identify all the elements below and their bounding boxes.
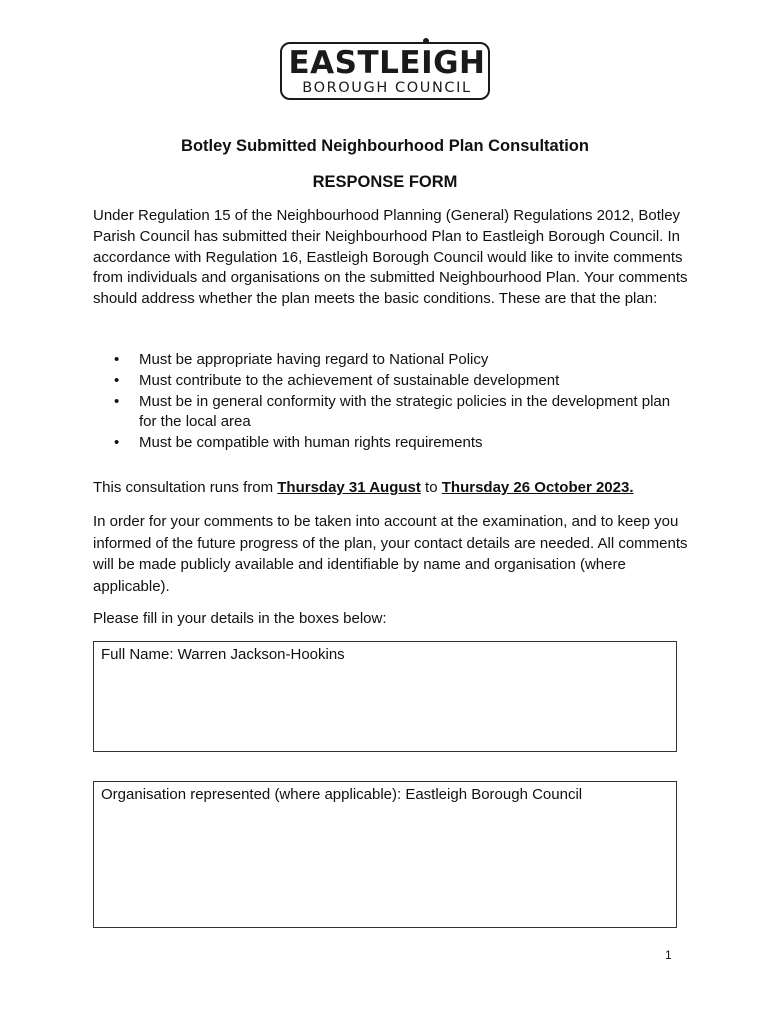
full-name-value: Full Name: Warren Jackson-Hookins (101, 646, 345, 663)
organisation-field[interactable] (93, 781, 677, 928)
council-logo (280, 42, 494, 104)
consultation-dates (93, 478, 688, 499)
condition-item: • Must be in general conformity with the strategic policies in the development plan for the local area (114, 392, 674, 434)
page-number: 1 (665, 948, 672, 962)
dates-prefix: This consultation runs from (93, 479, 278, 496)
intro-paragraph: Under Regulation 15 of the Neighbourhood Planning (General) Regulations 2012, Botley Parish Council has submitted their Neighbourhood Plan to Eastleigh Borough Council. In accordance with Regulation 16, Eastleigh Borough Council would like to invite comments from individuals and organisations on the submitted Neighbourhood Plan. Your comments should address whether the plan meets the basic conditions. These are that the plan: (93, 207, 688, 308)
dates-middle: to (420, 479, 442, 496)
start-date: Thursday 31 August (277, 479, 421, 496)
condition-item: • Must contribute to the achievement of sustainable development (114, 371, 674, 392)
organisation-value: Organisation represented (where applicable): Eastleigh Borough Council (101, 786, 583, 803)
end-date: Thursday 26 October 2023. (441, 479, 634, 496)
document-title: Botley Submitted Neighbourhood Plan Consultation (181, 137, 589, 155)
privacy-notice: In order for your comments to be taken into account at the examination, and to keep you informed of the future progress of the plan, your contact details are needed. All comments will be made publicly available and identifiable by name and organisation (where applicable). (93, 513, 688, 595)
basic-conditions-list (114, 350, 674, 454)
logo-dot (423, 38, 429, 44)
fill-in-prompt: Please fill in your details in the boxes below: (93, 610, 387, 627)
condition-item: • Must be appropriate having regard to National Policy (114, 350, 674, 371)
form-subtitle: RESPONSE FORM (312, 173, 458, 191)
condition-item: • Must be compatible with human rights requirements (114, 433, 674, 454)
logo-sub-text: BOROUGH COUNCIL (302, 80, 472, 96)
logo-main-text: EASTLEIGH (288, 45, 486, 81)
full-name-field[interactable] (93, 641, 677, 752)
